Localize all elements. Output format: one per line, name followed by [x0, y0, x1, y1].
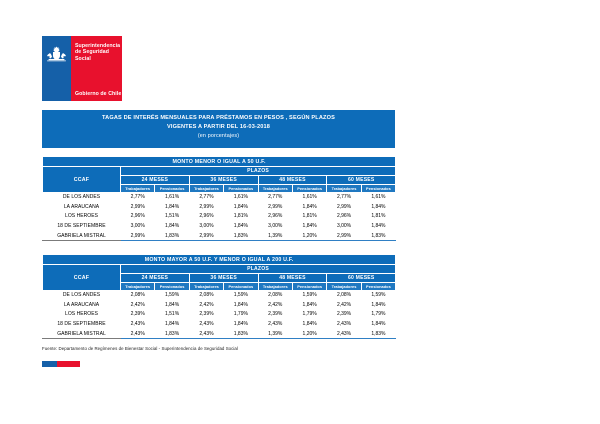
rate-cell: 1,83%	[155, 329, 189, 339]
rate-cell: 1,84%	[292, 319, 326, 329]
subheader-pensionados: Pensionados	[155, 185, 189, 193]
rate-cell: 1,79%	[361, 310, 395, 320]
rate-cell: 1,84%	[155, 300, 189, 310]
rate-cell: 1,83%	[361, 329, 395, 339]
rate-cell: 2,43%	[189, 329, 223, 339]
rate-cell: 1,81%	[224, 212, 258, 222]
rate-cell: 2,43%	[327, 329, 361, 339]
rate-cell: 2,39%	[121, 310, 155, 320]
subheader-trabajadores: Trabajadores	[121, 283, 155, 291]
rate-cell: 2,99%	[327, 202, 361, 212]
institution-name-line2: de Seguridad	[75, 49, 110, 56]
rate-cell: 2,43%	[189, 319, 223, 329]
rates-table-1-wrapper	[42, 156, 395, 241]
rate-cell: 1,84%	[361, 221, 395, 231]
rate-cell: 1,79%	[224, 310, 258, 320]
ccaf-cell: GABRIELA MISTRAL	[43, 231, 121, 241]
rate-cell: 2,77%	[189, 193, 223, 203]
column-header-plazo-24: 24 MESES	[121, 274, 190, 283]
rate-cell: 2,99%	[189, 202, 223, 212]
rate-cell: 1,51%	[155, 212, 189, 222]
column-header-plazo-48: 48 MESES	[258, 274, 327, 283]
table-header-row	[43, 265, 396, 274]
rates-table-2	[42, 254, 396, 339]
rate-cell: 2,42%	[121, 300, 155, 310]
rate-cell: 1,84%	[361, 202, 395, 212]
logo-blue-panel	[42, 36, 71, 101]
institution-name-line3: Social	[75, 55, 91, 62]
table-row	[43, 300, 396, 310]
chile-coat-of-arms-icon	[45, 45, 68, 62]
rate-cell: 1,61%	[292, 193, 326, 203]
rate-cell: 2,99%	[121, 202, 155, 212]
column-header-plazos: PLAZOS	[121, 167, 396, 176]
rate-cell: 2,43%	[121, 329, 155, 339]
institution-logo	[42, 36, 122, 101]
rate-cell: 1,84%	[361, 319, 395, 329]
table-row	[43, 202, 396, 212]
ccaf-cell: GABRIELA MISTRAL	[43, 329, 121, 339]
rate-cell: 3,00%	[327, 221, 361, 231]
rate-cell: 2,42%	[327, 300, 361, 310]
rate-cell: 1,59%	[224, 291, 258, 301]
institution-name	[75, 43, 120, 62]
table-2-title: MONTO MAYOR A 50 U.F. Y MENOR O IGUAL A 200 U.F.	[43, 255, 396, 265]
rate-cell: 1,81%	[292, 212, 326, 222]
column-header-plazo-48: 48 MESES	[258, 176, 327, 185]
column-header-ccaf: CCAF	[43, 265, 121, 291]
rate-cell: 2,99%	[258, 202, 292, 212]
rate-cell: 1,39%	[258, 231, 292, 241]
rate-cell: 2,43%	[121, 319, 155, 329]
rate-cell: 1,83%	[361, 231, 395, 241]
footer-flag-red	[57, 361, 80, 367]
table-2-body	[43, 291, 396, 339]
government-label: Gobierno de Chile	[75, 91, 122, 97]
subheader-pensionados: Pensionados	[155, 283, 189, 291]
subheader-trabajadores: Trabajadores	[327, 283, 361, 291]
subheader-trabajadores: Trabajadores	[258, 283, 292, 291]
source-note: Fuente: Departamento de Regímenes de Bienestar Social - Superintendencia de Seguridad Social	[42, 346, 238, 351]
footer-flag-blue	[42, 361, 57, 367]
column-header-plazo-36: 36 MESES	[189, 274, 258, 283]
rate-cell: 1,84%	[292, 202, 326, 212]
rate-cell: 1,81%	[361, 212, 395, 222]
rate-cell: 1,84%	[361, 300, 395, 310]
table-1-body	[43, 193, 396, 241]
banner-line-3: (en porcentajes)	[197, 133, 240, 139]
title-banner	[42, 110, 395, 148]
table-row	[43, 212, 396, 222]
rate-cell: 2,96%	[327, 212, 361, 222]
rate-cell: 2,96%	[121, 212, 155, 222]
table-row	[43, 310, 396, 320]
banner-line-1: TAGAS DE INTERÉS MENSUALES PARA PRÉSTAMOS EN PESOS , SEGÚN PLAZOS	[101, 115, 335, 121]
ccaf-cell: LOS HEROES	[43, 310, 121, 320]
rate-cell: 1,83%	[155, 231, 189, 241]
subheader-pensionados: Pensionados	[224, 185, 258, 193]
rates-table-2-wrapper	[42, 254, 395, 339]
institution-name-line1: Superintendencia	[75, 43, 121, 49]
rates-table-1	[42, 156, 396, 241]
rate-cell: 1,79%	[292, 310, 326, 320]
rate-cell: 1,84%	[224, 319, 258, 329]
rate-cell: 3,00%	[258, 221, 292, 231]
rate-cell: 2,43%	[258, 319, 292, 329]
subheader-trabajadores: Trabajadores	[189, 185, 223, 193]
rate-cell: 2,42%	[258, 300, 292, 310]
ccaf-cell: LOS HEROES	[43, 212, 121, 222]
rate-cell: 2,96%	[258, 212, 292, 222]
footer-flag-bar	[42, 361, 80, 367]
rate-cell: 1,84%	[224, 202, 258, 212]
rate-cell: 1,61%	[155, 193, 189, 203]
rate-cell: 2,08%	[258, 291, 292, 301]
rate-cell: 1,84%	[224, 300, 258, 310]
table-row	[43, 193, 396, 203]
rate-cell: 1,84%	[155, 319, 189, 329]
rate-cell: 2,77%	[258, 193, 292, 203]
table-row	[43, 291, 396, 301]
rate-cell: 1,83%	[224, 329, 258, 339]
rate-cell: 1,20%	[292, 329, 326, 339]
ccaf-cell: DE LOS ANDES	[43, 291, 121, 301]
rate-cell: 1,84%	[155, 221, 189, 231]
rate-cell: 2,08%	[327, 291, 361, 301]
rate-cell: 2,39%	[189, 310, 223, 320]
rate-cell: 2,99%	[121, 231, 155, 241]
table-row	[43, 221, 396, 231]
table-header-row	[43, 255, 396, 265]
subheader-pensionados: Pensionados	[292, 283, 326, 291]
table-1-title: MONTO MENOR O IGUAL A 50 U.F.	[43, 157, 396, 167]
rate-cell: 1,61%	[361, 193, 395, 203]
rate-cell: 3,00%	[189, 221, 223, 231]
rate-cell: 1,84%	[292, 300, 326, 310]
rate-cell: 1,51%	[155, 310, 189, 320]
rate-cell: 2,39%	[258, 310, 292, 320]
subheader-pensionados: Pensionados	[224, 283, 258, 291]
column-header-plazo-60: 60 MESES	[327, 274, 396, 283]
column-header-ccaf: CCAF	[43, 167, 121, 193]
rate-cell: 1,84%	[224, 221, 258, 231]
subheader-pensionados: Pensionados	[361, 185, 395, 193]
column-header-plazos: PLAZOS	[121, 265, 396, 274]
column-header-plazo-24: 24 MESES	[121, 176, 190, 185]
rate-cell: 1,84%	[155, 202, 189, 212]
column-header-plazo-60: 60 MESES	[327, 176, 396, 185]
ccaf-cell: 18 DE SEPTIEMBRE	[43, 221, 121, 231]
rate-cell: 1,59%	[361, 291, 395, 301]
logo-red-panel	[71, 36, 122, 101]
rate-cell: 1,20%	[292, 231, 326, 241]
banner-line-2: VIGENTES A PARTIR DEL 16-03-2018	[166, 124, 271, 130]
rate-cell: 2,99%	[189, 231, 223, 241]
table-row	[43, 231, 396, 241]
table-row	[43, 329, 396, 339]
rate-cell: 2,77%	[327, 193, 361, 203]
rate-cell: 2,99%	[327, 231, 361, 241]
subheader-trabajadores: Trabajadores	[189, 283, 223, 291]
rate-cell: 3,00%	[121, 221, 155, 231]
table-header-row	[43, 167, 396, 176]
rate-cell: 2,43%	[327, 319, 361, 329]
subheader-trabajadores: Trabajadores	[121, 185, 155, 193]
rate-cell: 1,59%	[155, 291, 189, 301]
rate-cell: 1,39%	[258, 329, 292, 339]
rate-cell: 1,61%	[224, 193, 258, 203]
table-header-row	[43, 157, 396, 167]
rate-cell: 2,08%	[121, 291, 155, 301]
rate-cell: 1,84%	[292, 221, 326, 231]
rate-cell: 2,39%	[327, 310, 361, 320]
subheader-trabajadores: Trabajadores	[258, 185, 292, 193]
column-header-plazo-36: 36 MESES	[189, 176, 258, 185]
ccaf-cell: 18 DE SEPTIEMBRE	[43, 319, 121, 329]
ccaf-cell: LA ARAUCANA	[43, 300, 121, 310]
ccaf-cell: DE LOS ANDES	[43, 193, 121, 203]
table-row	[43, 319, 396, 329]
rate-cell: 2,42%	[189, 300, 223, 310]
rate-cell: 1,83%	[224, 231, 258, 241]
subheader-pensionados: Pensionados	[361, 283, 395, 291]
ccaf-cell: LA ARAUCANA	[43, 202, 121, 212]
rate-cell: 1,59%	[292, 291, 326, 301]
rate-cell: 2,96%	[189, 212, 223, 222]
rate-cell: 2,77%	[121, 193, 155, 203]
subheader-trabajadores: Trabajadores	[327, 185, 361, 193]
rate-cell: 2,08%	[189, 291, 223, 301]
subheader-pensionados: Pensionados	[292, 185, 326, 193]
